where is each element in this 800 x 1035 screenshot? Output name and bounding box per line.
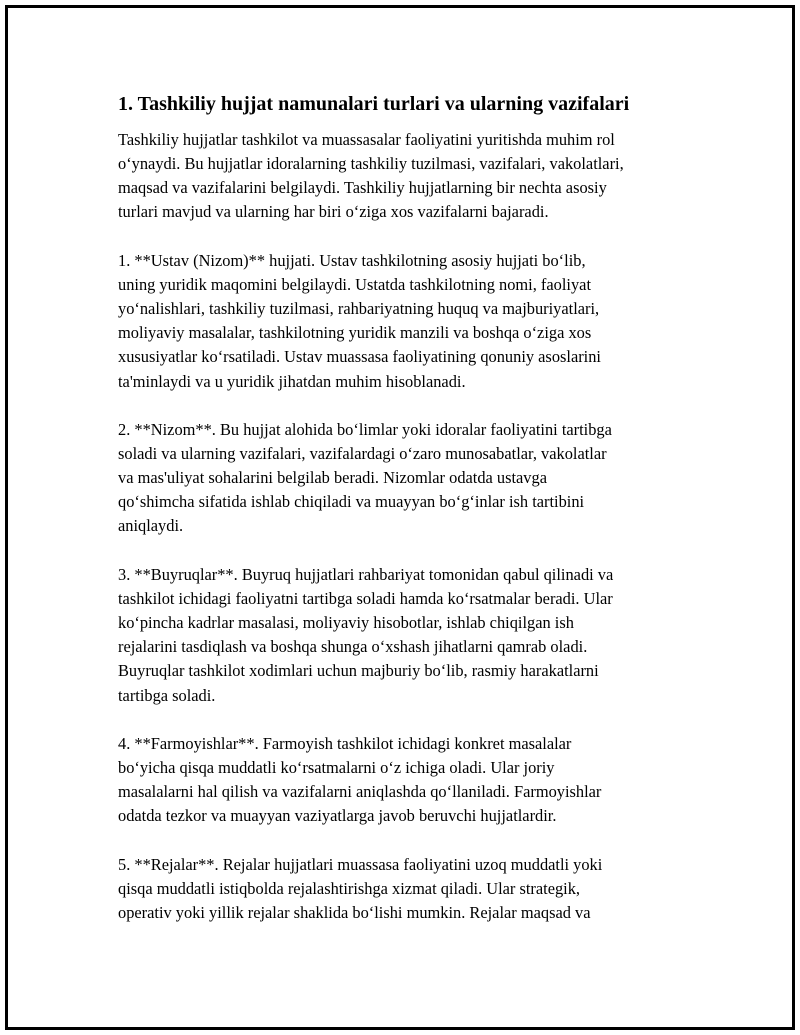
text-line: yo‘nalishlari, tashkiliy tuzilmasi, rahbariyatning huquq va majburiyatlari, [118, 299, 600, 319]
text-line: turlari mavjud va ularning har biri o‘ziga xos vazifalarni bajaradi. [118, 202, 549, 222]
text-line: 3. **Buyruqlar**. Buyruq hujjatlari rahbariyat tomonidan qabul qilinadi va [118, 564, 614, 584]
text-line: 1. **Ustav (Nizom)** hujjati. Ustav tashkilotning asosiy hujjati bo‘lib, [118, 250, 586, 270]
text-line: va mas'uliyat sohalarini belgilab beradi. Nizomlar odatda ustavga [118, 468, 547, 488]
text-line: tartibga soladi. [118, 685, 216, 705]
paragraph-rejalar [118, 853, 688, 925]
paragraph-intro [118, 128, 688, 225]
text-line: masalalarni hal qilish va vazifalarni aniqlashda qo‘llaniladi. Farmoyishlar [118, 782, 602, 802]
text-line: qisqa muddatli istiqbolda rejalashtirishga xizmat qiladi. Ular strategik, [118, 878, 581, 898]
text-line: 5. **Rejalar**. Rejalar hujjatlari muassasa faoliyatini uzoq muddatli yoki [118, 854, 603, 874]
paragraph-nizom [118, 418, 688, 539]
text-line: tashkilot ichidagi faoliyatni tartibga soladi hamda ko‘rsatmalar beradi. Ular [118, 588, 613, 608]
text-line: aniqlaydi. [118, 516, 184, 536]
text-line: 2. **Nizom**. Bu hujjat alohida bo‘limlar yoki idoralar faoliyatini tartibga [118, 419, 612, 439]
document-body [118, 90, 688, 949]
paragraph-farmoyishlar [118, 732, 688, 829]
text-line: o‘ynaydi. Bu hujjatlar idoralarning tashkiliy tuzilmasi, vazifalari, vakolatlari, [118, 154, 624, 174]
text-line: Tashkiliy hujjatlar tashkilot va muassasalar faoliyatini yuritishda muhim rol [118, 130, 615, 149]
paragraph-ustav [118, 249, 688, 394]
text-line: operativ yoki yillik rejalar shaklida bo‘lishi mumkin. Rejalar maqsad va [118, 902, 591, 922]
text-line: bo‘yicha qisqa muddatli ko‘rsatmalarni o‘z ichiga oladi. Ular joriy [118, 758, 555, 777]
section-heading: 1. Tashkiliy hujjat namunalari turlari va ularning vazifalari [118, 93, 630, 115]
text-line: soladi va ularning vazifalari, vazifalardagi o‘zaro munosabatlar, vakolatlar [118, 444, 607, 463]
text-line: rejalarini tasdiqlash va boshqa shunga o‘xshash jihatlarni qamrab oladi. [118, 637, 588, 657]
text-line: moliyaviy masalalar, tashkilotning yuridik manzili va boshqa o‘ziga xos [118, 323, 592, 343]
text-line: Buyruqlar tashkilot xodimlari uchun majburiy bo‘lib, rasmiy harakatlarni [118, 661, 599, 681]
text-line: ta'minlaydi va u yuridik jihatdan muhim hisoblanadi. [118, 371, 466, 391]
text-line: uning yuridik maqomini belgilaydi. Ustatda tashkilotning nomi, faoliyat [118, 274, 591, 294]
text-line: maqsad va vazifalarini belgilaydi. Tashkiliy hujjatlarning bir nechta asosiy [118, 178, 607, 198]
text-line: ko‘pincha kadrlar masalasi, moliyaviy hisobotlar, ishlab chiqilgan ish [118, 613, 574, 633]
text-line: qo‘shimcha sifatida ishlab chiqiladi va muayyan bo‘g‘inlar ish tartibini [118, 492, 585, 512]
text-line: 4. **Farmoyishlar**. Farmoyish tashkilot ichidagi konkret masalalar [118, 733, 572, 753]
text-line: odatda tezkor va muayyan vaziyatlarga javob beruvchi hujjatlardir. [118, 806, 557, 826]
text-line: xususiyatlar ko‘rsatiladi. Ustav muassasa faoliyatining qonuniy asoslarini [118, 347, 601, 367]
paragraph-buyruqlar [118, 563, 688, 708]
